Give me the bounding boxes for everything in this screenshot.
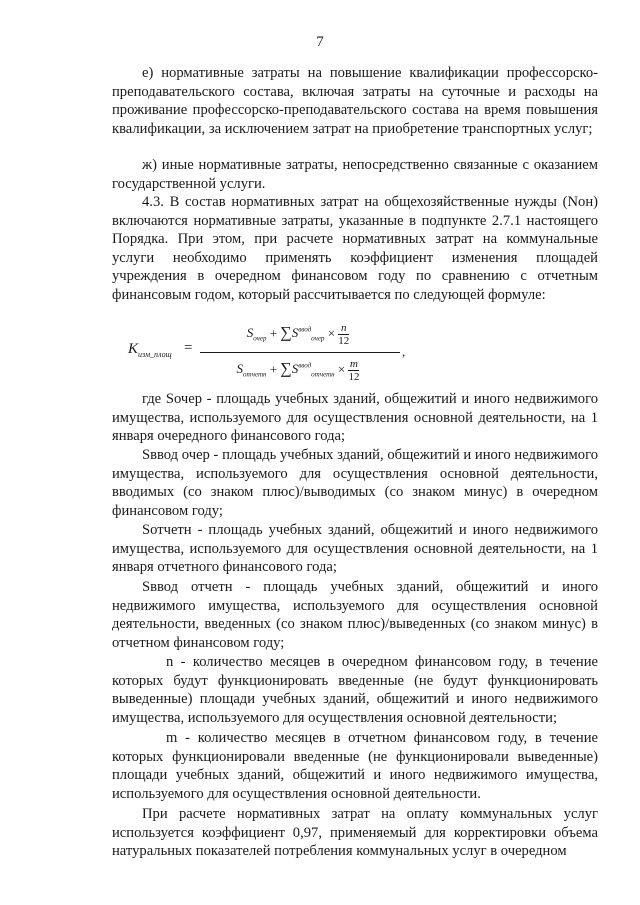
formula-numerator: $S_{очер} + \sum S^{ввод}_{очер}$ × $\frac{n}{12}$ xyxy=(246,322,350,347)
paragraph-4-3: 4.3. В состав нормативных затрат на общехозяйственные нужды (Nон) включаются нормативные затраты, указанные в подпункте 2.7.1 настоящего Порядка. При этом, при расчете нормативных затрат на коммунальные услуги необходимо применять коэффициент изменения площадей учреждения в очередном финансовом году по сравнению с отчетным финансовым годом, который рассчитывается по следующей формуле: xyxy=(112,194,598,303)
definition-m: m - количество месяцев в отчетном финансовом году, в течение которых функционировали введенные (не функционировали выведенные) площади учебных зданий, общежитий и иного недвижимого имущества, используемого для осуществления основной деятельности. xyxy=(112,730,598,802)
formula-lhs: $K_{изм\_площ}$ xyxy=(128,341,172,359)
paragraph-zh: ж) иные нормативные затраты, непосредственно связанные с оказанием государственной услуги. xyxy=(112,157,598,192)
area-coefficient-formula xyxy=(128,318,458,388)
paragraph-utilities-coefficient: При расчете нормативных затрат на оплату коммунальных услуг используется коэффициент 0,97, применяемый для корректировки объема натуральных показателей потребления коммунальных услуг в очередном xyxy=(112,806,598,860)
definition-n: n - количество месяцев в очередном финансовом году, в течение которых будут функционировать введенные (не будут функционировать выведенные) площади учебных зданий, общежитий и иного недвижимого имущества, используемого для осуществления основной деятельности; xyxy=(112,654,598,726)
formula-fraction-bar xyxy=(200,352,400,353)
definition-s-otchetn: Sотчетн - площадь учебных зданий, общежитий и иного недвижимого имущества, используемого для осуществления основной деятельности, на 1 января отчетного финансового года; xyxy=(112,522,598,576)
paragraph-e: е) нормативные затраты на повышение квалификации профессорско-преподавательского состава, включая затраты на суточные и расходы на проживание профессорско-преподавательского состава на время повышения квалификации, за исключением затрат на приобретение транспортных услуг; xyxy=(112,65,598,137)
definition-s-vvod-ocher: Sввод очер - площадь учебных зданий, общежитий и иного недвижимого имущества, используемого для осуществления основной деятельности, вводимых (со знаком плюс)/выводимых (со знаком минус) в очередном финансовом году; xyxy=(112,447,598,519)
definition-s-ocher: где Sочер - площадь учебных зданий, общежитий и иного недвижимого имущества, используемого для осуществления основной деятельности, на 1 января очередного финансового года; xyxy=(112,391,598,445)
formula-denominator: $S_{отчетн} + \sum S^{ввод}_{отчетн}$ × $\frac{m}{12}$ xyxy=(236,358,360,383)
definition-s-vvod-otchetn: Sввод отчетн - площадь учебных зданий, общежитий и иного недвижимого имущества, используемого для осуществления основной деятельности, введенных (со знаком плюс)/выведенных (со знаком минус) в отчетном финансовом году; xyxy=(112,579,598,651)
page-number: 7 xyxy=(316,34,324,50)
formula-comma: , xyxy=(402,344,406,359)
formula-equals: = xyxy=(184,340,193,356)
